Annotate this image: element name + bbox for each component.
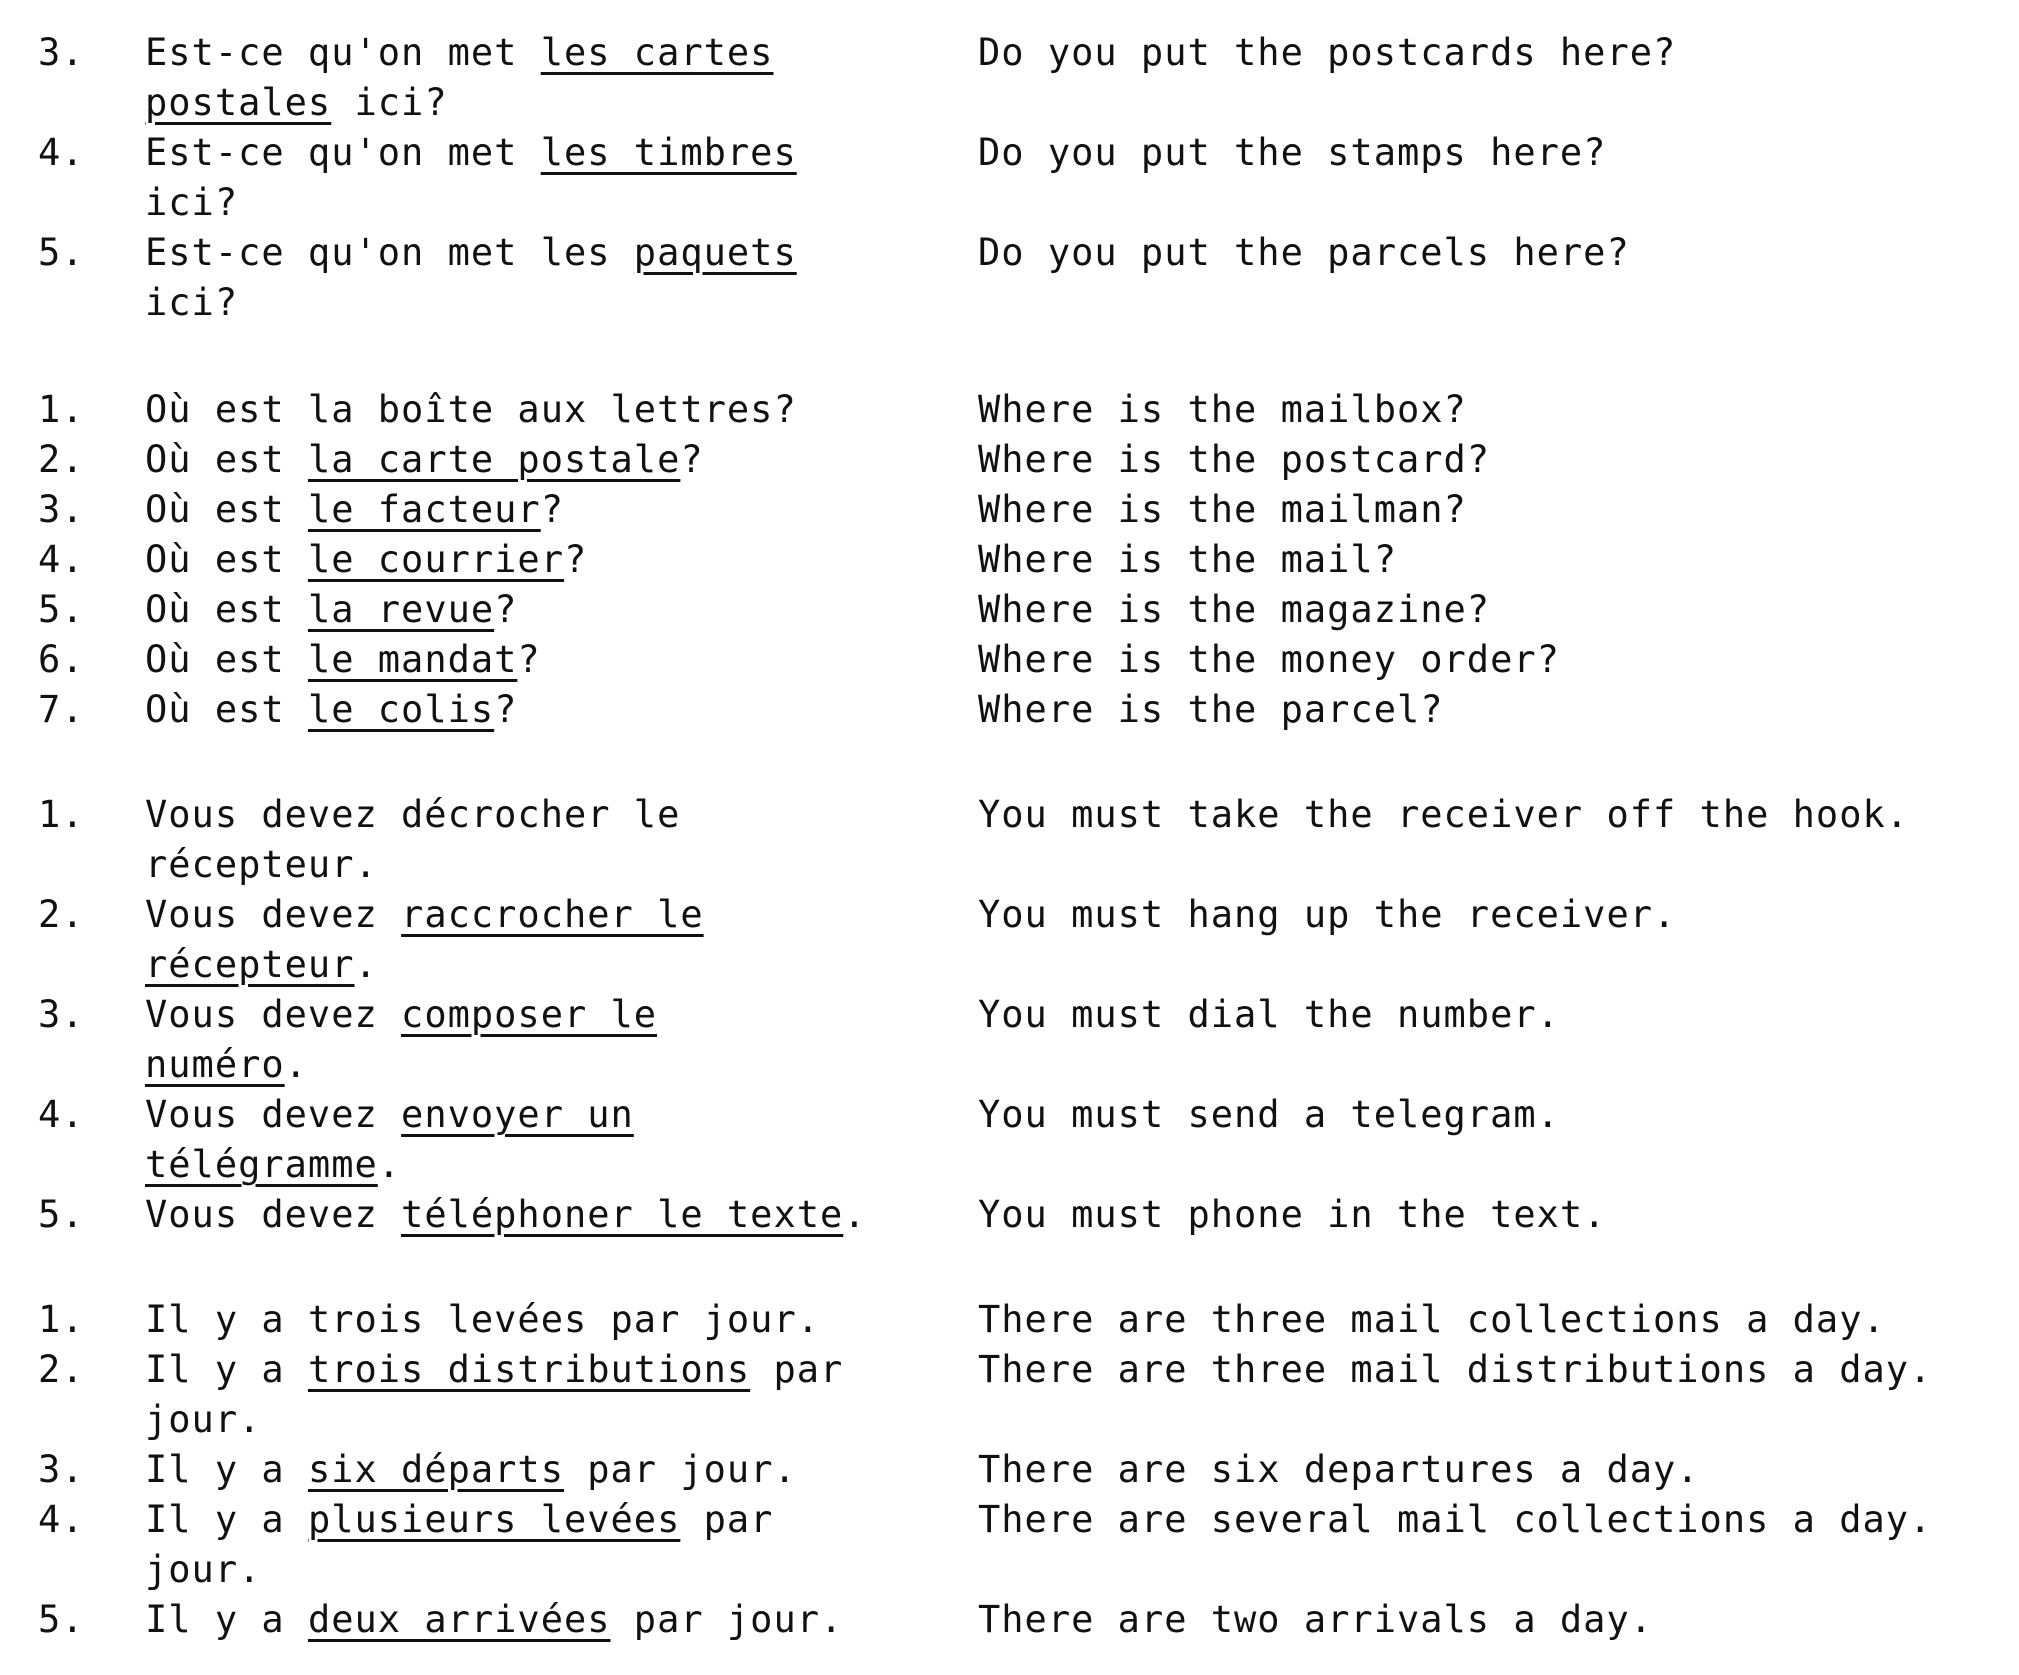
sentence-text: Vous devez	[145, 893, 402, 936]
sentence-text: ici?	[145, 281, 239, 324]
substitution-phrase: le mandat	[307, 638, 518, 681]
french-sentence	[145, 890, 965, 990]
english-translation: Where is the mail?	[978, 538, 1397, 581]
substitution-phrase: envoyer un	[401, 1093, 634, 1136]
french-sentence	[145, 1345, 965, 1445]
english-translation: You must hang up the receiver.	[978, 893, 1677, 936]
item-number: 5.	[38, 1598, 85, 1641]
sentence-text: Il y a	[145, 1348, 308, 1391]
sentence-text: Vous devez	[145, 1193, 402, 1236]
sentence-text: ?	[517, 638, 541, 681]
french-line	[145, 790, 965, 840]
french-line	[145, 890, 965, 940]
english-translation: Where is the mailman?	[978, 488, 1467, 531]
french-sentence	[145, 485, 965, 535]
french-line	[145, 1545, 965, 1595]
french-line	[145, 78, 965, 128]
item-number: 1.	[38, 793, 85, 836]
english-translation: You must take the receiver off the hook.	[978, 793, 1910, 836]
english-translation: There are several mail collections a day.	[978, 1498, 1933, 1541]
substitution-phrase: télégramme	[145, 1143, 378, 1186]
sentence-text: par	[680, 1498, 774, 1541]
french-sentence	[145, 28, 965, 128]
item-number: 4.	[38, 131, 85, 174]
french-line	[145, 1190, 965, 1240]
substitution-phrase: raccrocher le	[401, 893, 704, 936]
french-sentence	[145, 385, 965, 435]
sentence-text: Où est	[145, 538, 308, 581]
sentence-text: Où est	[145, 438, 308, 481]
sentence-text: jour.	[145, 1548, 262, 1591]
sentence-text: .	[354, 943, 378, 986]
sentence-text: Il y a	[145, 1598, 308, 1641]
english-translation: You must dial the number.	[978, 993, 1560, 1036]
sentence-text: ici?	[331, 81, 448, 124]
sentence-text: ici?	[145, 181, 239, 224]
french-line	[145, 535, 965, 585]
french-line	[145, 840, 965, 890]
item-number: 3.	[38, 1448, 85, 1491]
french-sentence	[145, 990, 965, 1090]
french-line	[145, 178, 965, 228]
french-line	[145, 635, 965, 685]
french-sentence	[145, 1445, 965, 1495]
sentence-text: ?	[680, 438, 704, 481]
item-number: 6.	[38, 638, 85, 681]
sentence-text: Où est	[145, 588, 308, 631]
french-line	[145, 685, 965, 735]
french-sentence	[145, 1190, 965, 1240]
french-sentence	[145, 435, 965, 485]
substitution-phrase: les timbres	[540, 131, 797, 174]
item-number: 7.	[38, 688, 85, 731]
item-number: 4.	[38, 1498, 85, 1541]
french-line	[145, 940, 965, 990]
french-sentence	[145, 1495, 965, 1595]
english-translation: Where is the postcard?	[978, 438, 1491, 481]
sentence-text: jour.	[145, 1398, 262, 1441]
sentence-text: .	[284, 1043, 308, 1086]
substitution-phrase: le facteur	[307, 488, 541, 531]
item-number: 2.	[38, 1348, 85, 1391]
english-translation: Where is the magazine?	[978, 588, 1491, 631]
item-number: 2.	[38, 438, 85, 481]
english-translation: There are two arrivals a day.	[978, 1598, 1654, 1641]
substitution-phrase: le colis	[307, 688, 495, 731]
french-sentence	[145, 1595, 965, 1645]
substitution-phrase: les cartes	[540, 31, 774, 74]
french-line	[145, 278, 965, 328]
english-translation: There are six departures a day.	[978, 1448, 1700, 1491]
substitution-phrase: trois distributions	[307, 1348, 751, 1391]
english-translation: Do you put the postcards here?	[978, 31, 1677, 74]
french-line	[145, 1445, 965, 1495]
sentence-text: Vous devez décrocher le	[145, 793, 681, 836]
french-line	[145, 1345, 965, 1395]
french-line	[145, 990, 965, 1040]
item-number: 4.	[38, 538, 85, 581]
sentence-text: Est-ce qu'on met	[145, 131, 541, 174]
sentence-text: Vous devez	[145, 993, 402, 1036]
sentence-text: ?	[494, 688, 518, 731]
item-number: 3.	[38, 488, 85, 531]
english-translation: Where is the mailbox?	[978, 388, 1467, 431]
sentence-text: ?	[540, 488, 564, 531]
french-line	[145, 1090, 965, 1140]
item-number: 3.	[38, 31, 85, 74]
substitution-phrase: numéro	[145, 1043, 285, 1086]
sentence-text: par jour.	[563, 1448, 797, 1491]
substitution-phrase: la carte postale	[307, 438, 681, 481]
french-sentence	[145, 228, 965, 328]
french-line	[145, 485, 965, 535]
english-translation: You must phone in the text.	[978, 1193, 1607, 1236]
sentence-text: Est-ce qu'on met	[145, 31, 541, 74]
substitution-phrase: téléphoner le texte	[401, 1193, 844, 1236]
substitution-phrase: paquets	[633, 231, 797, 274]
french-line	[145, 585, 965, 635]
french-sentence	[145, 635, 965, 685]
english-translation: Do you put the parcels here?	[978, 231, 1630, 274]
french-line	[145, 1295, 965, 1345]
french-line	[145, 1495, 965, 1545]
english-translation: There are three mail collections a day.	[978, 1298, 1886, 1341]
french-sentence	[145, 585, 965, 635]
substitution-phrase: composer le	[401, 993, 658, 1036]
french-line	[145, 128, 965, 178]
sentence-text: par jour.	[610, 1598, 844, 1641]
item-number: 2.	[38, 893, 85, 936]
french-sentence	[145, 535, 965, 585]
item-number: 1.	[38, 388, 85, 431]
french-line	[145, 1395, 965, 1445]
item-number: 5.	[38, 588, 85, 631]
sentence-text: Où est	[145, 638, 308, 681]
french-sentence	[145, 1295, 965, 1345]
french-sentence	[145, 790, 965, 890]
french-line	[145, 1595, 965, 1645]
french-line	[145, 228, 965, 278]
sentence-text: Vous devez	[145, 1093, 402, 1136]
substitution-phrase: deux arrivées	[307, 1598, 611, 1641]
substitution-phrase: récepteur	[145, 943, 355, 986]
sentence-text: Est-ce qu'on met les	[145, 231, 634, 274]
english-translation: You must send a telegram.	[978, 1093, 1560, 1136]
sentence-text: par	[750, 1348, 844, 1391]
item-number: 1.	[38, 1298, 85, 1341]
english-translation: Do you put the stamps here?	[978, 131, 1607, 174]
english-translation: Where is the parcel?	[978, 688, 1444, 731]
sentence-text: Il y a trois levées par jour.	[145, 1298, 821, 1341]
sentence-text: Où est	[145, 688, 308, 731]
substitution-phrase: six départs	[307, 1448, 564, 1491]
item-number: 4.	[38, 1093, 85, 1136]
french-sentence	[145, 128, 965, 228]
substitution-phrase: plusieurs levées	[307, 1498, 681, 1541]
french-line	[145, 1040, 965, 1090]
french-sentence	[145, 685, 965, 735]
sentence-text: Où est	[145, 488, 308, 531]
sentence-text: ?	[494, 588, 518, 631]
sentence-text: Il y a	[145, 1448, 308, 1491]
english-translation: There are three mail distributions a day.	[978, 1348, 1933, 1391]
sentence-text: .	[843, 1193, 867, 1236]
item-number: 5.	[38, 231, 85, 274]
substitution-phrase: postales	[145, 81, 332, 124]
item-number: 5.	[38, 1193, 85, 1236]
french-line	[145, 28, 965, 78]
french-line	[145, 1140, 965, 1190]
sentence-text: Il y a	[145, 1498, 308, 1541]
sentence-text: ?	[563, 538, 588, 581]
substitution-phrase: la revue	[307, 588, 495, 631]
item-number: 3.	[38, 993, 85, 1036]
sentence-text: Où est la boîte aux lettres?	[145, 388, 797, 431]
sentence-text: récepteur.	[145, 843, 378, 886]
english-translation: Where is the money order?	[978, 638, 1560, 681]
sentence-text: .	[377, 1143, 402, 1186]
substitution-phrase: le courrier	[307, 538, 564, 581]
french-line	[145, 435, 965, 485]
french-line	[145, 385, 965, 435]
french-sentence	[145, 1090, 965, 1190]
